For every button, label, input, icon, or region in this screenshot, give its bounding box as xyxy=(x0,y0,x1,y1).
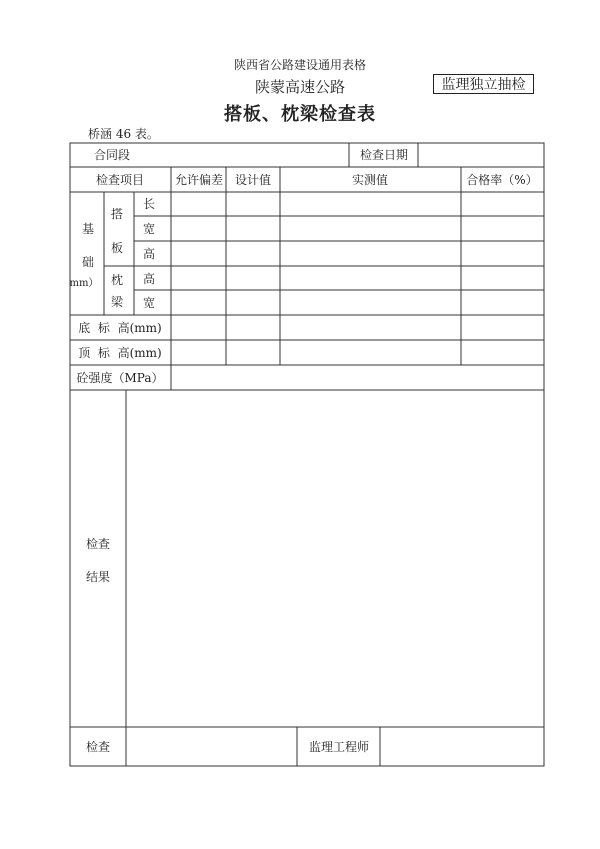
table-border xyxy=(70,143,544,766)
road-name: 陕蒙高速公路 xyxy=(255,78,346,96)
result-label-2: 结果 xyxy=(85,570,111,584)
foundation-unit: mm） xyxy=(69,278,99,289)
slab-height-label: 高 xyxy=(142,247,156,261)
form-title: 搭板、枕梁检查表 xyxy=(224,104,376,125)
top-elevation-label: 顶 标 高(mm) xyxy=(78,346,162,360)
beam-label-2: 梁 xyxy=(110,295,124,309)
slab-length-label: 长 xyxy=(142,197,156,211)
inspection-item-header: 检查项目 xyxy=(95,173,145,187)
inspector-label: 检查 xyxy=(85,740,111,754)
form-number: 桥涵 46 表。 xyxy=(88,127,159,141)
design-value-header: 设计值 xyxy=(234,173,272,187)
pass-rate-header: 合格率（%） xyxy=(466,173,538,187)
contract-section-label: 合同段 xyxy=(93,148,131,162)
slab-width-label: 宽 xyxy=(142,222,156,236)
beam-height-label: 高 xyxy=(142,272,156,286)
result-label-1: 检查 xyxy=(85,537,111,551)
bottom-elevation-label: 底 标 高(mm) xyxy=(78,321,162,335)
slab-label-1: 搭 xyxy=(110,207,124,221)
measured-value-header: 实测值 xyxy=(351,173,389,187)
org-header: 陕西省公路建设通用表格 xyxy=(233,58,366,72)
foundation-label-1: 基 xyxy=(81,222,95,236)
foundation-label-2: 础 xyxy=(81,255,95,269)
allowed-deviation-header: 允许偏差 xyxy=(174,173,224,187)
engineer-label: 监理工程师 xyxy=(308,740,370,754)
concrete-strength-label: 砼强度（MPa） xyxy=(76,371,164,385)
inspection-type-badge: 监理独立抽检 xyxy=(433,74,534,94)
inspection-date-label: 检查日期 xyxy=(359,148,409,162)
beam-width-label: 宽 xyxy=(142,296,156,310)
slab-label-2: 板 xyxy=(110,241,124,255)
beam-label-1: 枕 xyxy=(110,273,124,287)
